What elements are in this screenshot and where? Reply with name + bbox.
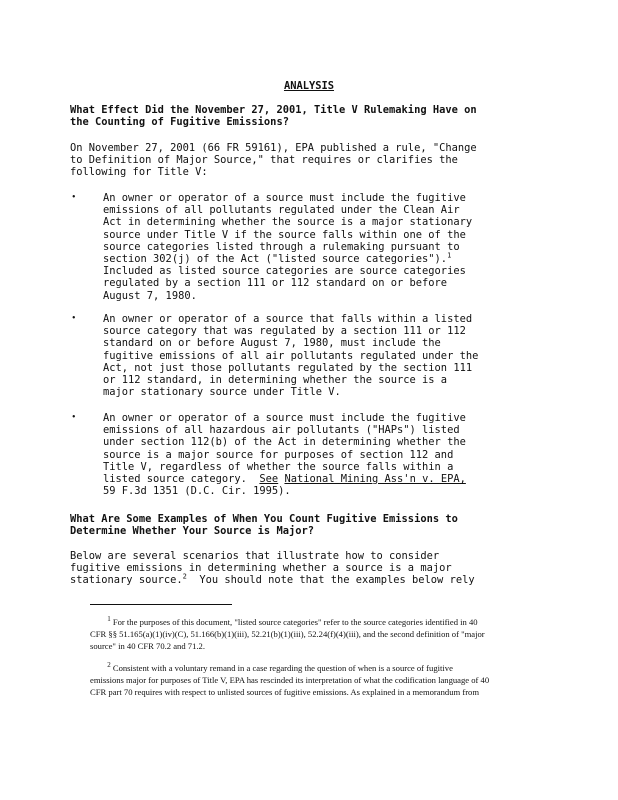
bullet-item-haps	[103, 412, 466, 497]
heading-line: What Effect Did the November 27, 2001, Title V Rulemaking Have on	[70, 104, 477, 116]
paragraph-line: fugitive emissions in determining whether a source is a major	[70, 562, 452, 575]
heading-line: Determine Whether Your Source is Major?	[70, 525, 314, 538]
bullet-line: major stationary source under Title V.	[103, 386, 341, 399]
bullet-line: An owner or operator of a source must include the fugitive	[103, 192, 466, 204]
bullet-line: under section 112(b) of the Act in determining whether the	[103, 436, 466, 449]
bullet-line: An owner or operator of a source that falls within a listed	[103, 313, 473, 325]
citation-case-name: National Mining Ass'n v. EPA,	[284, 473, 466, 486]
bullet-marker: •	[72, 412, 76, 423]
footnote-text: Consistent with a voluntary remand in a case regarding the question of when is a source of fugitive	[110, 663, 453, 673]
bullet-line: source category that was regulated by a section 111 or 112	[103, 325, 466, 338]
paragraph-line	[70, 574, 475, 586]
footnote-number: 2	[107, 661, 111, 670]
bullet-line: An owner or operator of a source must include the fugitive	[103, 412, 466, 424]
footnote-text: For the purposes of this document, "listed source categories" refer to the source categories identified in 40	[110, 617, 478, 627]
bullet-line: Act, not just those pollutants regulated by the section 111	[103, 361, 473, 374]
bullet-line: source under Title V if the source falls within one of the	[103, 228, 466, 241]
paragraph-line-text: You should note that the examples below rely	[186, 574, 475, 587]
bullet-line: Act in determining whether the source is a major stationary	[103, 216, 473, 229]
bullet-line-text: listed source category.	[103, 473, 247, 486]
bullet-line: fugitive emissions of all air pollutants regulated under the	[103, 349, 479, 362]
bullet-line: source categories listed through a rulemaking pursuant to	[103, 240, 460, 253]
bullet-item-all-air-pollutants	[103, 313, 478, 398]
footnote-number: 1	[107, 615, 111, 624]
section-heading-title-v-rulemaking	[70, 104, 477, 128]
bullet-line: Included as listed source categories are source categories	[103, 265, 466, 278]
bullet-line: source is a major source for purposes of section 112 and	[103, 448, 454, 461]
paragraph-line-text: stationary source.	[70, 574, 183, 587]
heading-line: the Counting of Fugitive Emissions?	[70, 116, 289, 129]
bullet-item-listed-categories	[103, 192, 472, 302]
paragraph-line: following for Title V:	[70, 166, 208, 179]
bullet-line: standard on or before August 7, 1980, must include the	[103, 337, 441, 350]
paragraph-line: Below are several scenarios that illustrate how to consider	[70, 550, 440, 562]
heading-line: What Are Some Examples of When You Count Fugitive Emissions to	[70, 513, 458, 525]
footnote-2	[90, 662, 510, 698]
bullet-marker: •	[72, 192, 76, 203]
bullet-line	[103, 473, 466, 485]
footnote-line	[90, 616, 510, 628]
intro-paragraph	[70, 142, 477, 179]
footnote-line: emissions major for purposes of Title V, EPA has rescinded its interpretation of what the codification language of 40	[90, 675, 490, 685]
footnote-1	[90, 616, 510, 652]
page-title: ANALYSIS	[283, 80, 335, 92]
examples-paragraph	[70, 550, 475, 587]
footnote-line	[90, 662, 510, 674]
footnote-line: CFR §§ 51.165(a)(1)(iv)(C), 51.166(b)(1)(iii), 52.21(b)(1)(iii), 52.24(f)(4)(iii), and the second definition of "major	[90, 629, 485, 639]
bullet-line: or 112 standard, in determining whether the source is a	[103, 374, 448, 387]
bullet-line: regulated by a section 111 or 112 standard on or before	[103, 277, 448, 290]
footnote-divider	[90, 604, 232, 605]
paragraph-line: to Definition of Major Source," that requires or clarifies the	[70, 154, 458, 167]
bullet-line: Title V, regardless of whether the source falls within a	[103, 460, 454, 473]
bullet-line: emissions of all hazardous air pollutants ("HAPs") listed	[103, 424, 460, 437]
bullet-line	[103, 253, 472, 265]
footnote-ref-1: 1	[447, 251, 452, 260]
bullet-line: August 7, 1980.	[103, 289, 197, 302]
footnote-line: source" in 40 CFR 70.2 and 71.2.	[90, 641, 205, 651]
citation-reporter: 59 F.3d 1351 (D.C. Cir. 1995).	[103, 485, 291, 498]
bullet-line-text: section 302(j) of the Act ("listed source categories").	[103, 253, 448, 266]
footnote-line: CFR part 70 requires with respect to unlisted sources of fugitive emissions. As explained in a memorandum from	[90, 687, 480, 697]
bullet-line: emissions of all pollutants regulated under the Clean Air	[103, 204, 460, 217]
paragraph-line: On November 27, 2001 (66 FR 59161), EPA published a rule, "Change	[70, 142, 477, 154]
footnote-ref-2: 2	[182, 572, 187, 581]
section-heading-examples	[70, 513, 458, 537]
bullet-marker: •	[72, 313, 76, 324]
citation-see: See	[259, 473, 279, 486]
